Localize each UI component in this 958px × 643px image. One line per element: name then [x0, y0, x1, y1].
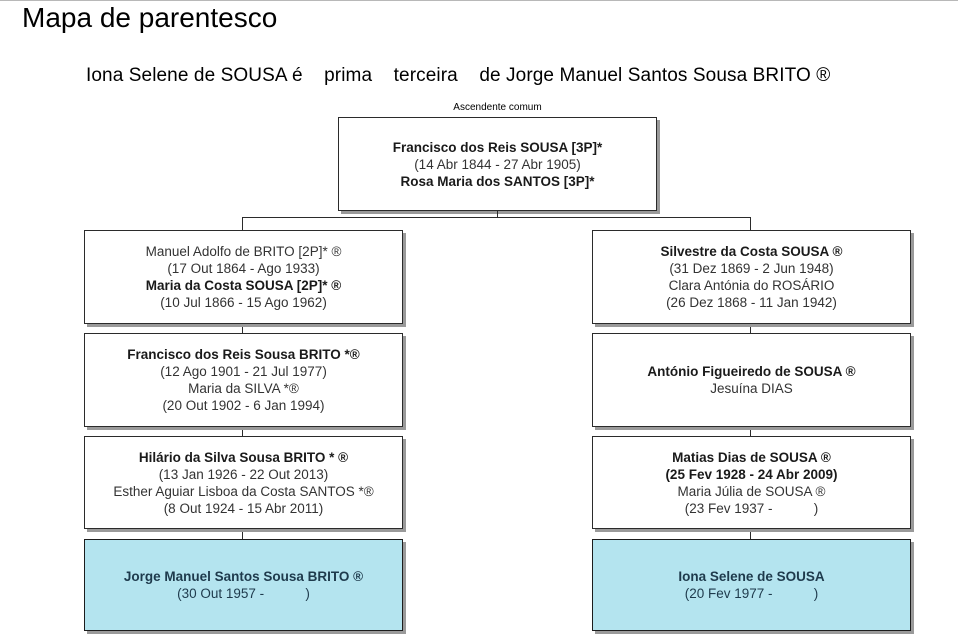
- person-box-right-3[interactable]: [592, 436, 911, 529]
- common-ancestor-box[interactable]: [338, 117, 657, 211]
- spouse-dates: (8 Out 1924 - 15 Abr 2011): [163, 500, 324, 516]
- spouse-dates: (23 Fev 1937 - ): [684, 500, 819, 516]
- person-box-left-2[interactable]: [84, 333, 403, 427]
- connector-right-drop: [750, 217, 751, 231]
- person-dates: (31 Dez 1869 - 2 Jun 1948): [669, 261, 834, 276]
- person-box-right-2[interactable]: [592, 333, 911, 427]
- relationship-statement: Iona Selene de SOUSA é prima terceira de Jorge Manuel Santos Sousa BRITO ®: [86, 65, 831, 86]
- person-dates: (20 Fev 1977 - ): [684, 586, 819, 601]
- person-dates: (25 Fev 1928 - 24 Abr 2009): [665, 466, 838, 482]
- target-person-box-right[interactable]: [592, 539, 911, 631]
- spouse-name: Maria Júlia de SOUSA ®: [677, 483, 826, 499]
- ancestor-spouse: Rosa Maria dos SANTOS [3P]*: [400, 173, 595, 189]
- person-name: Hilário da Silva Sousa BRITO * ®: [138, 449, 349, 465]
- person-box-left-1[interactable]: [84, 230, 403, 324]
- spouse-name: Esther Aguiar Lisboa da Costa SANTOS *®: [113, 483, 374, 499]
- person-name: Silvestre da Costa SOUSA ®: [660, 244, 843, 259]
- ancestor-name: Francisco dos Reis SOUSA [3P]*: [392, 139, 603, 155]
- target-person-box-left[interactable]: [84, 539, 403, 631]
- person-box-left-3[interactable]: [84, 436, 403, 529]
- person-name: António Figueiredo de SOUSA ®: [647, 364, 856, 379]
- person-dates: (12 Ago 1901 - 21 Jul 1977): [160, 364, 327, 379]
- spouse-name: Maria da Costa SOUSA [2P]* ®: [145, 278, 342, 293]
- spouse-name: Jesuína DIAS: [710, 381, 793, 396]
- connector-left-drop: [242, 217, 243, 231]
- person-name: Manuel Adolfo de BRITO [2P]* ®: [145, 244, 342, 259]
- connector-horizontal: [242, 217, 751, 218]
- person-dates: (30 Out 1957 - ): [177, 586, 310, 601]
- person-dates: (17 Out 1864 - Ago 1933): [167, 261, 320, 276]
- person-name: Francisco dos Reis Sousa BRITO *®: [127, 347, 360, 362]
- ancestor-dates: (14 Abr 1844 - 27 Abr 1905): [414, 156, 581, 172]
- person-dates: (13 Jan 1926 - 22 Out 2013): [158, 466, 329, 482]
- person-name: Jorge Manuel Santos Sousa BRITO ®: [123, 569, 364, 584]
- page-title: Mapa de parentesco: [22, 2, 278, 33]
- person-box-right-1[interactable]: [592, 230, 911, 324]
- spouse-dates: (20 Out 1902 - 6 Jan 1994): [162, 398, 325, 413]
- spouse-name: Clara Antónia do ROSÁRIO: [668, 278, 835, 293]
- person-name: Iona Selene de SOUSA: [678, 569, 825, 584]
- spouse-dates: (10 Jul 1866 - 15 Ago 1962): [160, 295, 327, 310]
- spouse-name: Maria da SILVA *®: [188, 381, 299, 396]
- person-name: Matias Dias de SOUSA ®: [672, 449, 831, 465]
- spouse-dates: (26 Dez 1868 - 11 Jan 1942): [666, 295, 837, 310]
- common-ancestor-caption: Ascendente comum: [453, 102, 542, 113]
